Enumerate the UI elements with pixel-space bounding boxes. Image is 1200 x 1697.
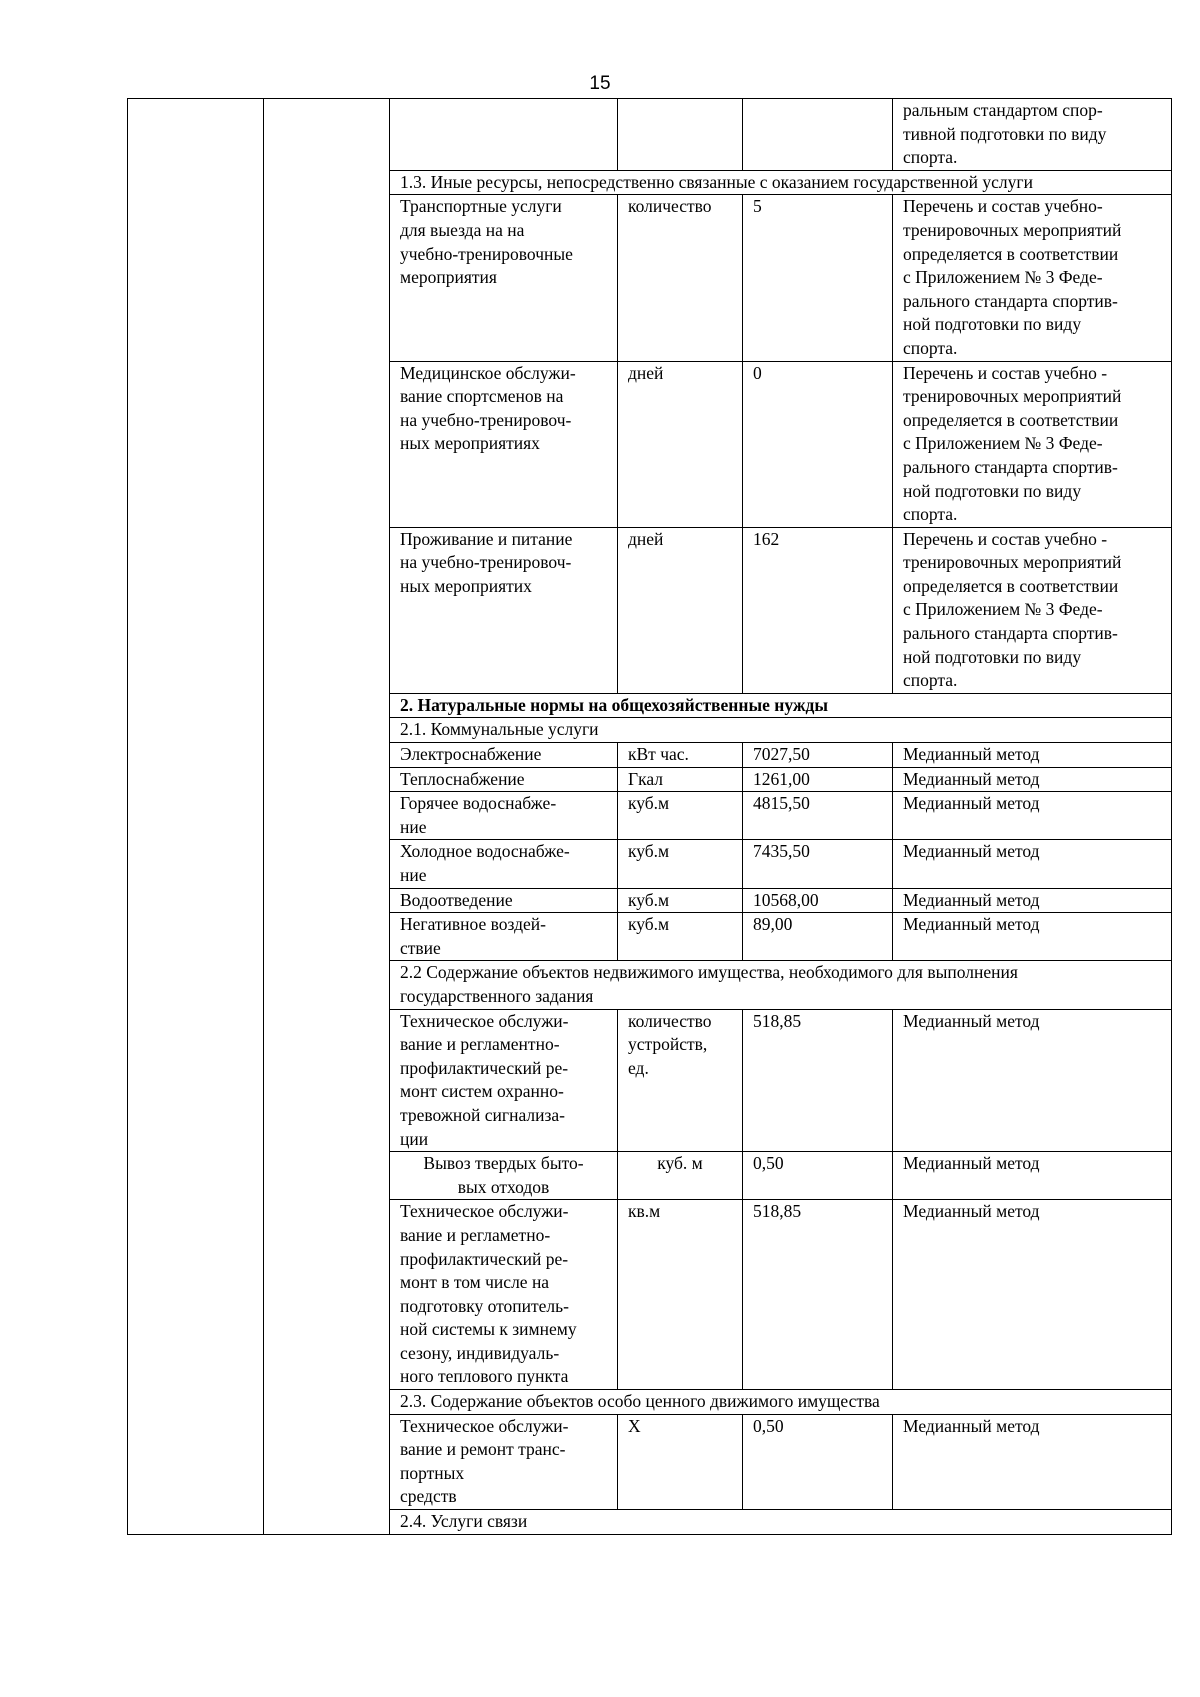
resource-name-cell: Негативное воздей- ствие <box>390 913 618 961</box>
norms-table <box>127 98 1172 1535</box>
resource-name-cell: Холодное водоснабже- ние <box>390 840 618 888</box>
section-heading: 2.3. Содержание объектов особо ценного движимого имущества <box>390 1390 1172 1415</box>
blank-column-1 <box>128 99 264 1535</box>
section-heading: 2.4. Услуги связи <box>390 1510 1172 1535</box>
method-cell: Медианный метод <box>893 1009 1172 1152</box>
unit-cell <box>618 99 743 171</box>
unit-cell: Х <box>618 1414 743 1509</box>
resource-name-cell <box>390 99 618 171</box>
method-cell: Медианный метод <box>893 888 1172 913</box>
method-cell: Медианный метод <box>893 840 1172 888</box>
method-cell: Медианный метод <box>893 1200 1172 1390</box>
unit-cell: Гкал <box>618 767 743 792</box>
method-cell: Медианный метод <box>893 913 1172 961</box>
resource-name-cell: Вывоз твердых быто- вых отходов <box>390 1152 618 1200</box>
value-cell: 0,50 <box>743 1414 893 1509</box>
unit-cell: кв.м <box>618 1200 743 1390</box>
method-cell: Перечень и состав учебно- тренировочных мероприятий определяется в соответствии с Приложением № 3 Феде- рального стандарта спортив- ной подготовки по виду спорта. <box>893 195 1172 361</box>
resource-name-cell: Горячее водоснабже- ние <box>390 792 618 840</box>
method-cell: ральным стандартом спор- тивной подготовки по виду спорта. <box>893 99 1172 171</box>
method-cell: Перечень и состав учебно - тренировочных мероприятий определяется в соответствии с Приложением № 3 Феде- рального стандарта спортив- ной подготовки по виду спорта. <box>893 361 1172 527</box>
resource-name-cell: Техническое обслужи- вание и регламентно- профилактический ре- монт систем охранно- тревожной сигнализа- ции <box>390 1009 618 1152</box>
unit-cell: дней <box>618 527 743 693</box>
resource-name-cell: Теплоснабжение <box>390 767 618 792</box>
resource-name-cell: Медицинское обслужи- вание спортсменов на на учебно-тренировоч- ных мероприятиях <box>390 361 618 527</box>
value-cell <box>743 99 893 171</box>
resource-name-cell: Транспортные услуги для выезда на на учебно-тренировочные мероприятия <box>390 195 618 361</box>
unit-cell: куб.м <box>618 913 743 961</box>
value-cell: 1261,00 <box>743 767 893 792</box>
unit-cell: куб. м <box>618 1152 743 1200</box>
method-cell: Медианный метод <box>893 767 1172 792</box>
section-heading: 2. Натуральные нормы на общехозяйственные нужды <box>390 693 1172 718</box>
value-cell: 10568,00 <box>743 888 893 913</box>
unit-cell: дней <box>618 361 743 527</box>
value-cell: 0,50 <box>743 1152 893 1200</box>
resource-name-cell: Электроснабжение <box>390 743 618 768</box>
section-heading: 2.2 Содержание объектов недвижимого имущества, необходимого для выполнения государственного задания <box>390 961 1172 1009</box>
value-cell: 518,85 <box>743 1200 893 1390</box>
value-cell: 0 <box>743 361 893 527</box>
unit-cell: куб.м <box>618 792 743 840</box>
value-cell: 5 <box>743 195 893 361</box>
section-heading: 1.3. Иные ресурсы, непосредственно связанные с оказанием государственной услуги <box>390 170 1172 195</box>
method-cell: Медианный метод <box>893 743 1172 768</box>
blank-column-2 <box>264 99 390 1535</box>
value-cell: 89,00 <box>743 913 893 961</box>
resource-name-cell: Техническое обслужи- вание и ремонт транс- портных средств <box>390 1414 618 1509</box>
unit-cell: количество устройств, ед. <box>618 1009 743 1152</box>
method-cell: Медианный метод <box>893 792 1172 840</box>
value-cell: 7027,50 <box>743 743 893 768</box>
value-cell: 518,85 <box>743 1009 893 1152</box>
value-cell: 162 <box>743 527 893 693</box>
table-row <box>128 99 1172 171</box>
unit-cell: куб.м <box>618 888 743 913</box>
unit-cell: куб.м <box>618 840 743 888</box>
resource-name-cell: Проживание и питание на учебно-тренировоч- ных мероприятих <box>390 527 618 693</box>
value-cell: 7435,50 <box>743 840 893 888</box>
method-cell: Медианный метод <box>893 1414 1172 1509</box>
resource-name-cell: Водоотведение <box>390 888 618 913</box>
unit-cell: количество <box>618 195 743 361</box>
method-cell: Медианный метод <box>893 1152 1172 1200</box>
value-cell: 4815,50 <box>743 792 893 840</box>
section-heading: 2.1. Коммунальные услуги <box>390 718 1172 743</box>
unit-cell: кВт час. <box>618 743 743 768</box>
method-cell: Перечень и состав учебно - тренировочных мероприятий определяется в соответствии с Приложением № 3 Феде- рального стандарта спортив- ной подготовки по виду спорта. <box>893 527 1172 693</box>
page-number: 15 <box>589 73 611 94</box>
resource-name-cell: Техническое обслужи- вание и регламетно- профилактический ре- монт в том числе на подготовку отопитель- ной системы к зимнему сезону, индивидуаль- ного теплового пункта <box>390 1200 618 1390</box>
